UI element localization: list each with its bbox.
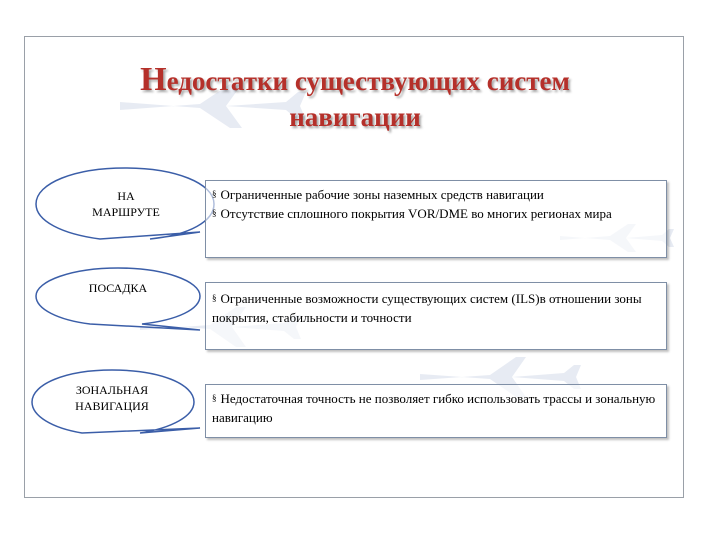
bullet-icon: §	[212, 208, 217, 218]
bullet-icon: §	[212, 189, 217, 199]
label-zonalnaya-navigaciya: ЗОНАЛЬНАЯ НАВИГАЦИЯ	[75, 383, 149, 413]
list-item: § Ограниченные возможности существующих систем (ILS)в отношении зоны покрытия, стабильности и точности	[212, 291, 642, 325]
list-item: § Ограниченные рабочие зоны наземных средств навигации	[212, 187, 544, 202]
bullet-icon: §	[212, 393, 217, 403]
bullet-icon: §	[212, 293, 217, 303]
box-zonalnaya-navigaciya	[205, 384, 667, 438]
label-posadka: ПОСАДКА	[88, 281, 148, 295]
bubble-posadka	[36, 268, 200, 330]
label-na-marshrute: НА МАРШРУТЕ	[92, 189, 160, 219]
list-item: § Недостаточная точность не позволяет гибко использовать трассы и зональную навигацию	[212, 391, 656, 425]
box-posadka	[205, 282, 667, 350]
title-line2: навигации	[289, 102, 421, 132]
title-line1-rest: едостатки существующих систем	[166, 66, 570, 96]
list-item: § Отсутствие сплошного покрытия VOR/DME во многих регионах мира	[212, 206, 612, 221]
box-na-marshrute	[205, 180, 667, 258]
title-first-letter: Н	[140, 61, 167, 98]
